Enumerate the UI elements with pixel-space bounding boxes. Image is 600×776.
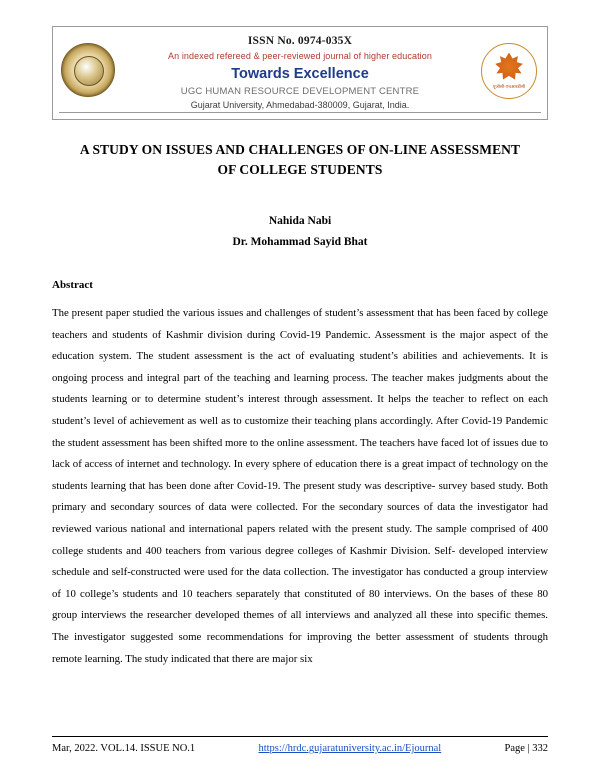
abstract-heading: Abstract xyxy=(52,279,93,292)
footer-issue: Mar, 2022. VOL.14. ISSUE NO.1 xyxy=(52,743,196,754)
author-name: Dr. Mohammad Sayid Bhat xyxy=(232,235,368,248)
author-list xyxy=(52,211,548,254)
indexed-statement: An indexed refereed & peer-reviewed journal of higher education xyxy=(168,51,432,61)
article-title-line-2: OF COLLEGE STUDENTS xyxy=(217,162,383,178)
footer-journal-link[interactable]: https://hrdc.gujaratuniversity.ac.in/Ejournal xyxy=(258,743,442,754)
page-footer xyxy=(52,736,548,754)
journal-masthead xyxy=(52,26,548,120)
author-name: Nahida Nabi xyxy=(268,214,332,227)
gujarat-university-seal-icon xyxy=(61,43,115,97)
ugc-hrdc-emblem-icon xyxy=(481,43,537,99)
emblem-star-icon xyxy=(494,53,524,83)
masthead-divider xyxy=(59,112,541,113)
abstract-paragraph: The present paper studied the various issues and challenges of student’s assessment that has been faced by college teachers and students of Kashmir division during Covid-19 Pandemic. Assessment is the major aspect of the education system. The student assessment is the act of evaluating student’s abilities and achievements. It is ongoing process and integral part of the teaching and learning process. The teacher makes judgments about the students learning or to determine student’s interest through assessment. It helps the teacher to reflect on each student’s level of achievement as well as to customize their teaching plans accordingly. After Covid-19 Pandemic the student assessment has been shifted more to the online assessment. The teachers have faced lot of issues due to lack of access of internet and technology. In every sphere of education there is a great impact of technology on the students learning that has been done after Covid-19. The present study was descriptive- survey based study. Both primary and secondary sources of data were collected. For the secondary sources of data the investigator had reviewed various national and international papers related with the present study. The sample comprised of 400 college students and 400 teachers from various degree colleges of Kashmir Division. Self- developed interview schedule and self-constructed were used for the data collection. The investigator has conducted a group interview of 10 college’s students and 10 teachers separately that constituted of 80 interviews. On the bases of these 80 group interviews the researcher developed themes of all interviews and analyzed all these into specific themes. The investigator suggested some recommendations for improving the better assessment of students through remote learning. The study indicated that there are major six xyxy=(52,307,548,665)
emblem-caption: यूजीसी-एचआरडीसी xyxy=(492,83,526,89)
page-title xyxy=(52,140,548,181)
journal-title: Towards Excellence xyxy=(231,66,369,82)
publisher-address: Gujarat University, Ahmedabad-380009, Gujarat, India. xyxy=(190,100,410,110)
publisher-centre: UGC HUMAN RESOURCE DEVELOPMENT CENTRE xyxy=(180,86,420,97)
footer-page-number: Page | 332 xyxy=(504,743,548,754)
masthead-text-block xyxy=(53,27,547,110)
issn-number: ISSN No. 0974-035X xyxy=(247,35,353,47)
article-title-line-1: A STUDY ON ISSUES AND CHALLENGES OF ON-LINE ASSESSMENT xyxy=(79,142,521,157)
